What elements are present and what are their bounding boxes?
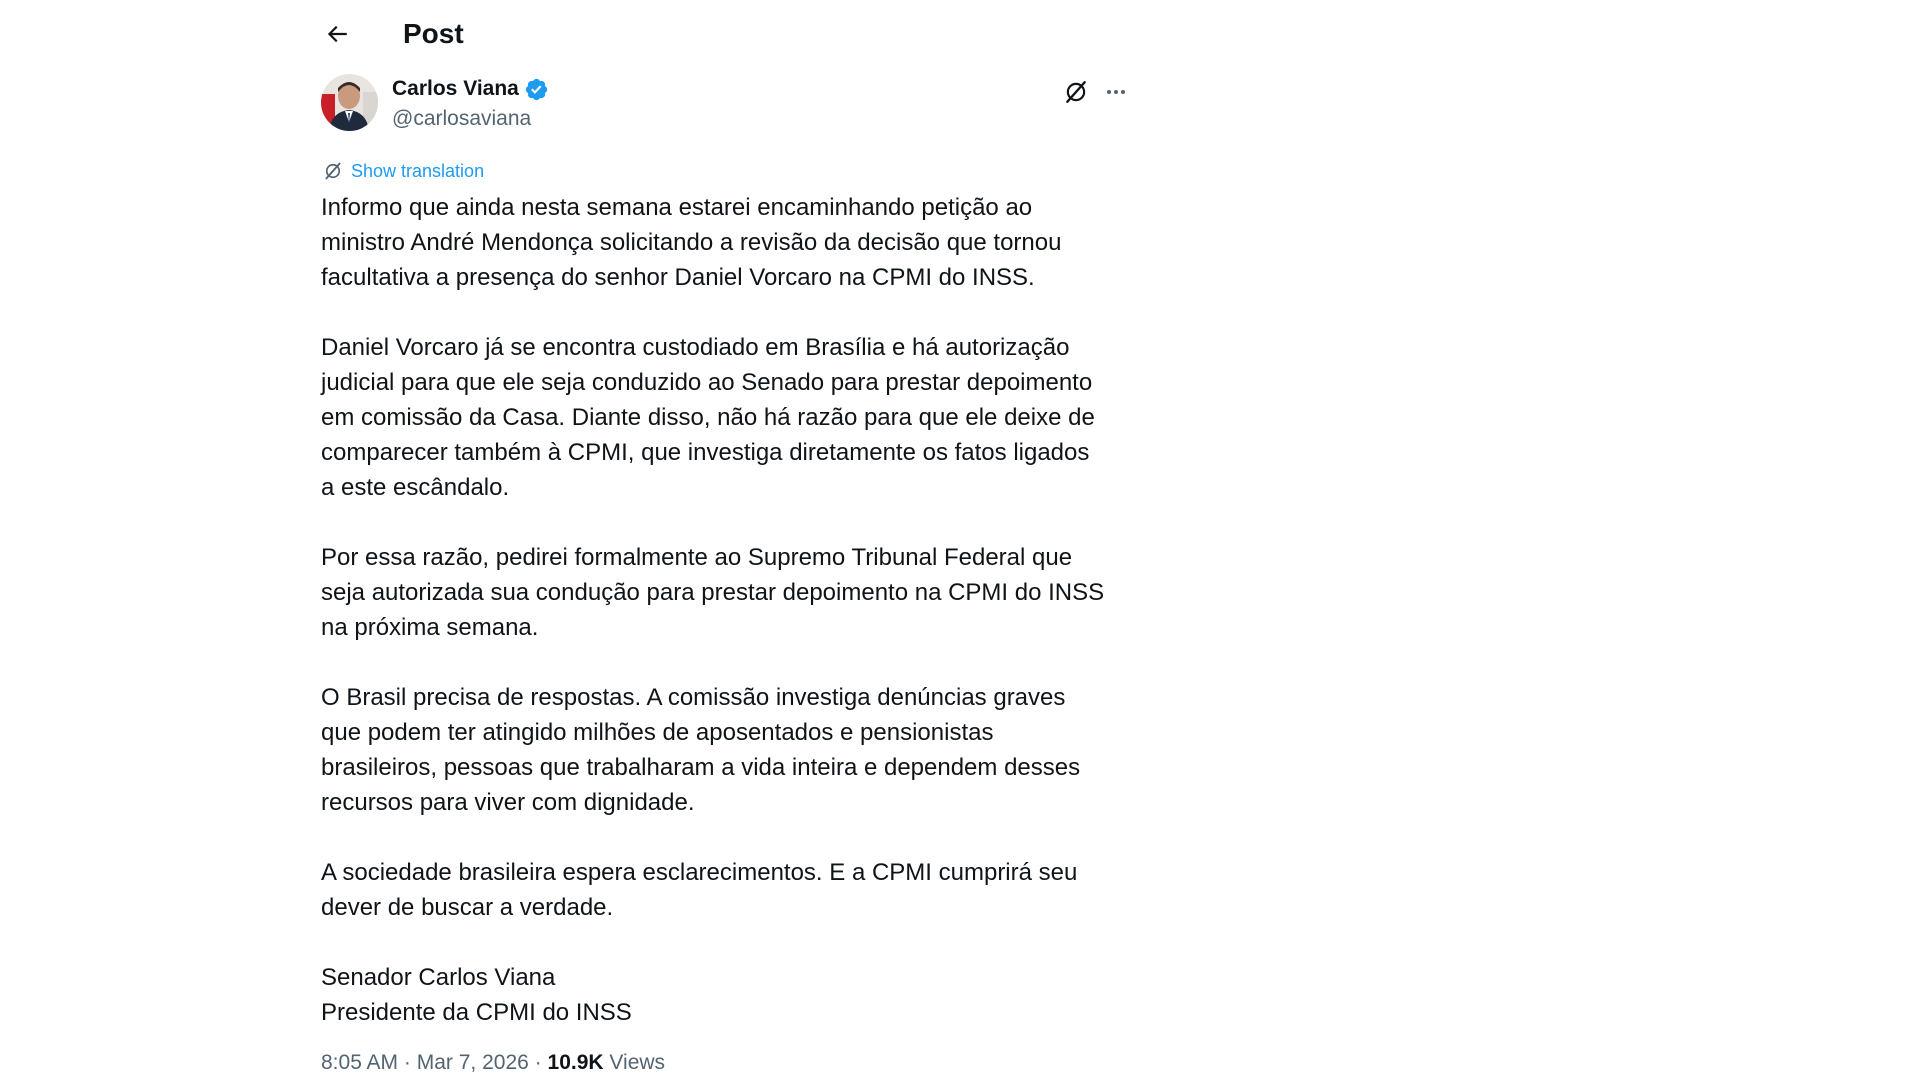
post-time[interactable]: 8:05 AM	[321, 1051, 399, 1074]
post-detail-column	[321, 0, 1146, 1074]
post-date[interactable]: Mar 7, 2026	[416, 1051, 529, 1074]
post-paragraph	[321, 330, 1151, 505]
show-translation-label: Show translation	[351, 161, 485, 181]
post-line: judicial para que ele seja conduzido ao Senado para prestar depoimento	[321, 369, 1093, 396]
post-paragraph	[321, 680, 1151, 820]
post-line: facultativa a presença do senhor Daniel Vorcaro na CPMI do INSS.	[321, 264, 1035, 291]
post-line: Daniel Vorcaro já se encontra custodiado em Brasília e há autorização	[321, 334, 1070, 361]
post-line: Presidente da CPMI do INSS	[321, 999, 632, 1026]
more-horizontal-icon	[1104, 80, 1128, 104]
arrow-left-icon	[324, 21, 350, 47]
translate-icon	[323, 161, 343, 181]
meta-separator: ·	[534, 1051, 542, 1074]
author-row	[321, 74, 1146, 134]
post-line: recursos para viver com dignidade.	[321, 789, 695, 816]
author-name-line	[392, 76, 549, 102]
post-metadata	[321, 1050, 665, 1076]
post-signature	[321, 960, 1151, 1030]
back-button[interactable]	[319, 16, 355, 52]
avatar[interactable]	[321, 74, 378, 131]
views-count: 10.9K	[547, 1051, 604, 1074]
show-translation-link[interactable]	[323, 160, 484, 182]
author-handle[interactable]: @carlosaviana	[392, 107, 532, 130]
post-line: dever de buscar a verdade.	[321, 894, 614, 921]
post-line: que podem ter atingido milhões de aposentados e pensionistas	[321, 719, 994, 746]
post-line: comparecer também à CPMI, que investiga diretamente os fatos ligados	[321, 439, 1090, 466]
page-title: Post	[403, 18, 464, 49]
post-line: Senador Carlos Viana	[321, 964, 556, 991]
post-line: a este escândalo.	[321, 474, 510, 501]
post-line: Informo que ainda nesta semana estarei encaminhando petição ao	[321, 194, 1033, 221]
more-options-button[interactable]	[1100, 76, 1132, 108]
post-line: O Brasil precisa de respostas. A comissão investiga denúncias graves	[321, 684, 1066, 711]
views-label: Views	[609, 1051, 666, 1074]
post-header	[321, 0, 1146, 68]
post-paragraph	[321, 855, 1151, 925]
post-line: ministro André Mendonça solicitando a revisão da decisão que tornou	[321, 229, 1062, 256]
post-line: na próxima semana.	[321, 614, 539, 641]
grok-icon	[1063, 79, 1089, 105]
meta-separator: ·	[403, 1051, 411, 1074]
verified-badge-icon	[524, 77, 549, 102]
post-line: brasileiros, pessoas que trabalharam a vida inteira e dependem desses	[321, 754, 1081, 781]
post-text	[321, 190, 1151, 1030]
grok-button[interactable]	[1060, 76, 1092, 108]
post-line: em comissão da Casa. Diante disso, não há razão para que ele deixe de	[321, 404, 1095, 431]
avatar-image	[321, 74, 378, 131]
post-line: seja autorizada sua condução para prestar depoimento na CPMI do INSS	[321, 579, 1105, 606]
post-paragraph	[321, 540, 1151, 645]
post-line: Por essa razão, pedirei formalmente ao Supremo Tribunal Federal que	[321, 544, 1073, 571]
author-display-name[interactable]: Carlos Viana	[392, 77, 519, 100]
post-line: A sociedade brasileira espera esclarecimentos. E a CPMI cumprirá seu	[321, 859, 1078, 886]
post-paragraph	[321, 190, 1151, 295]
